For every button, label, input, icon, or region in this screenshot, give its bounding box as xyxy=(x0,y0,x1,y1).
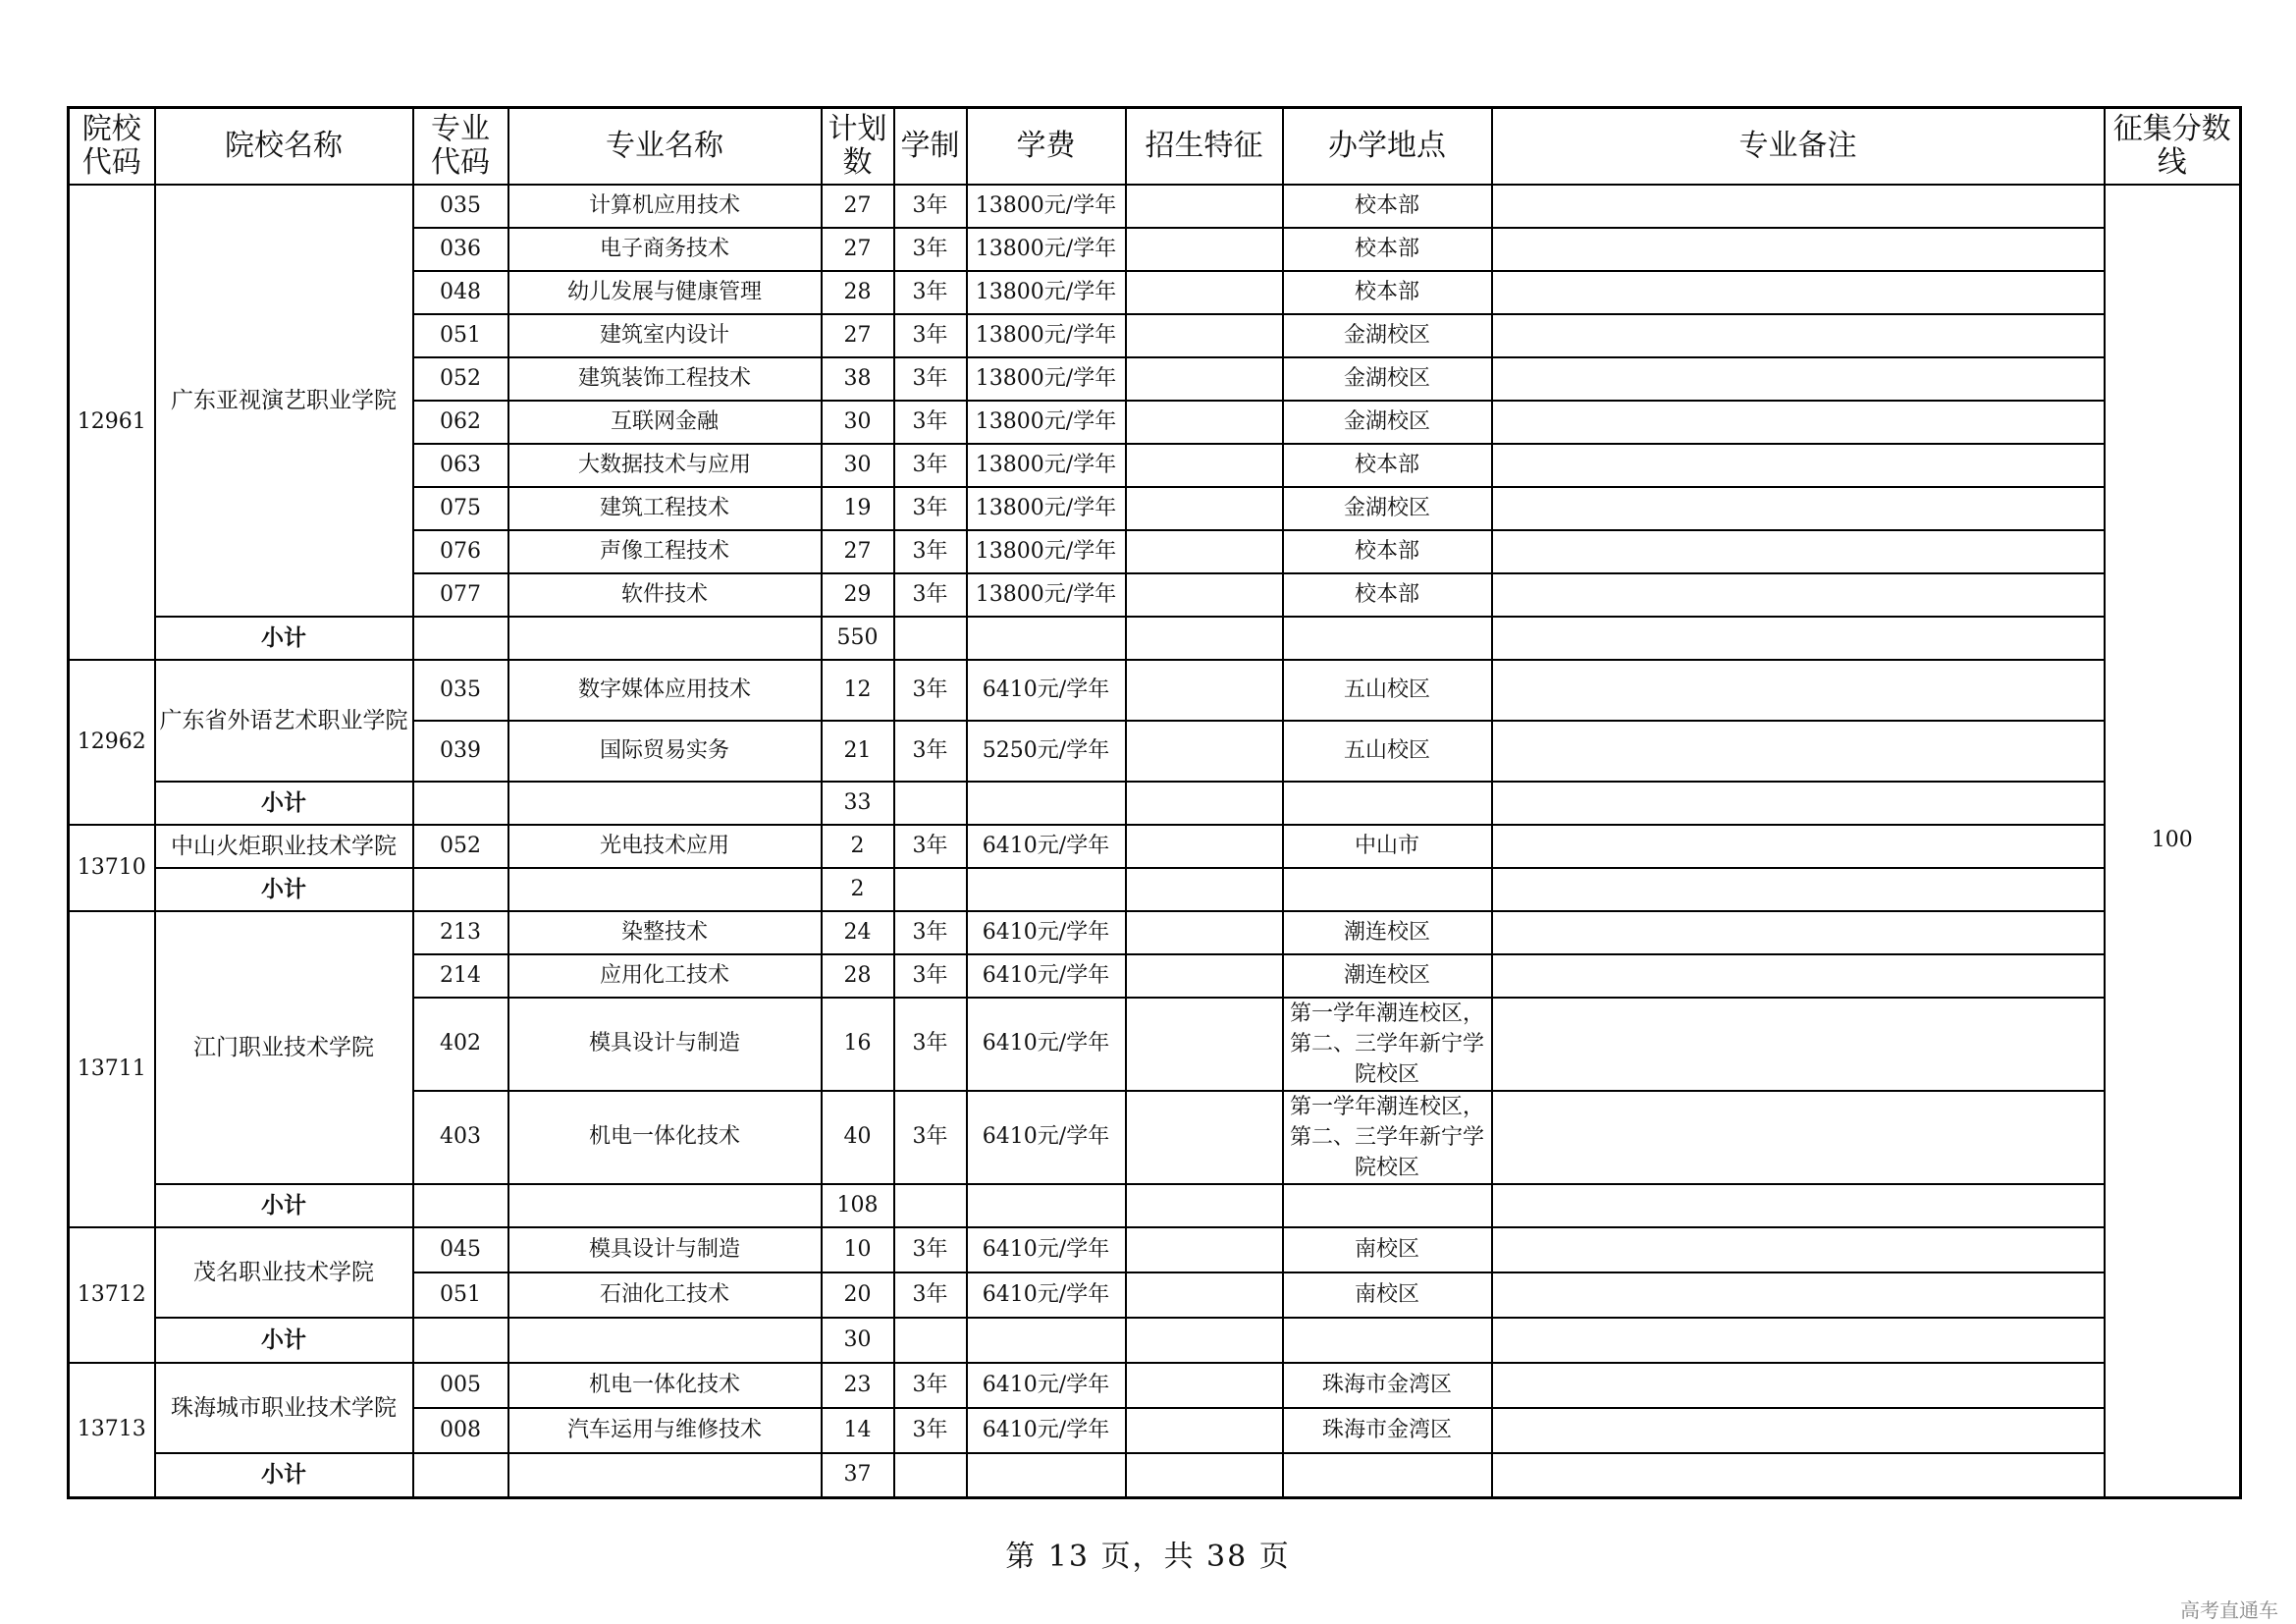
subtotal-major-name-cell xyxy=(508,1318,822,1363)
subtotal-plan-value: 33 xyxy=(822,782,894,825)
remarks-cell xyxy=(1492,444,2105,487)
plan-cell: 16 xyxy=(822,998,894,1091)
major-code-cell: 051 xyxy=(413,314,508,357)
subtotal-major-name-cell xyxy=(508,1184,822,1227)
subtotal-location-cell xyxy=(1283,782,1492,825)
subtotal-major-name-cell xyxy=(508,617,822,660)
tuition-cell: 13800元/学年 xyxy=(967,357,1126,401)
remarks-cell xyxy=(1492,825,2105,868)
tuition-cell: 6410元/学年 xyxy=(967,1091,1126,1184)
major-code-cell: 035 xyxy=(413,185,508,228)
remarks-cell xyxy=(1492,1272,2105,1318)
major-code-cell: 052 xyxy=(413,357,508,401)
duration-cell: 3年 xyxy=(894,1227,967,1272)
tuition-cell: 13800元/学年 xyxy=(967,573,1126,617)
remarks-cell xyxy=(1492,185,2105,228)
location-cell: 潮连校区 xyxy=(1283,911,1492,954)
major-code-cell: 051 xyxy=(413,1272,508,1318)
features-cell xyxy=(1126,314,1283,357)
school-name-cell: 江门职业技术学院 xyxy=(155,911,413,1184)
subtotal-duration-cell xyxy=(894,1453,967,1498)
location-cell: 校本部 xyxy=(1283,271,1492,314)
duration-cell: 3年 xyxy=(894,444,967,487)
school-code-cell: 13712 xyxy=(69,1227,155,1363)
duration-cell: 3年 xyxy=(894,487,967,530)
tuition-cell: 13800元/学年 xyxy=(967,487,1126,530)
subtotal-label: 小计 xyxy=(155,1184,413,1227)
school-name-cell: 广东亚视演艺职业学院 xyxy=(155,185,413,617)
subtotal-major-name-cell xyxy=(508,868,822,911)
table-row xyxy=(69,660,2241,721)
major-name-cell: 建筑工程技术 xyxy=(508,487,822,530)
plan-cell: 14 xyxy=(822,1408,894,1453)
features-cell xyxy=(1126,444,1283,487)
tuition-cell: 6410元/学年 xyxy=(967,1363,1126,1408)
admission-table xyxy=(67,106,2242,1499)
remarks-cell xyxy=(1492,1227,2105,1272)
subtotal-remarks-cell xyxy=(1492,1453,2105,1498)
plan-cell: 24 xyxy=(822,911,894,954)
location-cell: 校本部 xyxy=(1283,228,1492,271)
major-code-cell: 052 xyxy=(413,825,508,868)
features-cell xyxy=(1126,487,1283,530)
tuition-cell: 6410元/学年 xyxy=(967,660,1126,721)
table-row xyxy=(69,911,2241,954)
major-name-cell: 幼儿发展与健康管理 xyxy=(508,271,822,314)
features-cell xyxy=(1126,954,1283,998)
tuition-cell: 13800元/学年 xyxy=(967,271,1126,314)
features-cell xyxy=(1126,825,1283,868)
table-row xyxy=(69,1363,2241,1408)
remarks-cell xyxy=(1492,954,2105,998)
location-cell: 第一学年潮连校区，第二、三学年新宁学院校区 xyxy=(1283,1091,1492,1184)
subtotal-location-cell xyxy=(1283,1184,1492,1227)
header-location: 办学地点 xyxy=(1283,108,1492,185)
major-name-cell: 建筑室内设计 xyxy=(508,314,822,357)
duration-cell: 3年 xyxy=(894,660,967,721)
location-cell: 南校区 xyxy=(1283,1272,1492,1318)
features-cell xyxy=(1126,1272,1283,1318)
header-remarks: 专业备注 xyxy=(1492,108,2105,185)
subtotal-plan-value: 30 xyxy=(822,1318,894,1363)
subtotal-row xyxy=(69,1453,2241,1498)
header-major-code: 专业代码 xyxy=(413,108,508,185)
subtotal-tuition-cell xyxy=(967,617,1126,660)
plan-cell: 21 xyxy=(822,721,894,782)
subtotal-major-code-cell xyxy=(413,1318,508,1363)
major-name-cell: 建筑装饰工程技术 xyxy=(508,357,822,401)
major-name-cell: 声像工程技术 xyxy=(508,530,822,573)
major-name-cell: 电子商务技术 xyxy=(508,228,822,271)
plan-cell: 28 xyxy=(822,954,894,998)
duration-cell: 3年 xyxy=(894,825,967,868)
plan-cell: 19 xyxy=(822,487,894,530)
duration-cell: 3年 xyxy=(894,1091,967,1184)
admission-table-wrapper xyxy=(67,106,2239,1499)
features-cell xyxy=(1126,185,1283,228)
subtotal-label: 小计 xyxy=(155,782,413,825)
major-code-cell: 063 xyxy=(413,444,508,487)
subtotal-features-cell xyxy=(1126,1318,1283,1363)
remarks-cell xyxy=(1492,530,2105,573)
subtotal-tuition-cell xyxy=(967,1184,1126,1227)
plan-cell: 12 xyxy=(822,660,894,721)
features-cell xyxy=(1126,1363,1283,1408)
duration-cell: 3年 xyxy=(894,1363,967,1408)
table-row xyxy=(69,825,2241,868)
header-tuition: 学费 xyxy=(967,108,1126,185)
duration-cell: 3年 xyxy=(894,401,967,444)
duration-cell: 3年 xyxy=(894,228,967,271)
header-features: 招生特征 xyxy=(1126,108,1283,185)
location-cell: 校本部 xyxy=(1283,185,1492,228)
subtotal-major-code-cell xyxy=(413,1184,508,1227)
tuition-cell: 6410元/学年 xyxy=(967,954,1126,998)
location-cell: 第一学年潮连校区，第二、三学年新宁学院校区 xyxy=(1283,998,1492,1091)
remarks-cell xyxy=(1492,401,2105,444)
tuition-cell: 5250元/学年 xyxy=(967,721,1126,782)
major-name-cell: 计算机应用技术 xyxy=(508,185,822,228)
major-code-cell: 036 xyxy=(413,228,508,271)
subtotal-label: 小计 xyxy=(155,1453,413,1498)
subtotal-location-cell xyxy=(1283,868,1492,911)
major-name-cell: 光电技术应用 xyxy=(508,825,822,868)
features-cell xyxy=(1126,357,1283,401)
subtotal-remarks-cell xyxy=(1492,782,2105,825)
subtotal-tuition-cell xyxy=(967,1318,1126,1363)
major-code-cell: 214 xyxy=(413,954,508,998)
features-cell xyxy=(1126,530,1283,573)
major-code-cell: 039 xyxy=(413,721,508,782)
table-row xyxy=(69,1227,2241,1272)
plan-cell: 10 xyxy=(822,1227,894,1272)
tuition-cell: 6410元/学年 xyxy=(967,911,1126,954)
plan-cell: 38 xyxy=(822,357,894,401)
location-cell: 中山市 xyxy=(1283,825,1492,868)
remarks-cell xyxy=(1492,1363,2105,1408)
header-school-name: 院校名称 xyxy=(155,108,413,185)
major-code-cell: 077 xyxy=(413,573,508,617)
remarks-cell xyxy=(1492,228,2105,271)
remarks-cell xyxy=(1492,1091,2105,1184)
subtotal-label: 小计 xyxy=(155,1318,413,1363)
major-code-cell: 213 xyxy=(413,911,508,954)
subtotal-features-cell xyxy=(1126,782,1283,825)
plan-cell: 40 xyxy=(822,1091,894,1184)
table-row xyxy=(69,185,2241,228)
subtotal-location-cell xyxy=(1283,617,1492,660)
features-cell xyxy=(1126,911,1283,954)
major-code-cell: 045 xyxy=(413,1227,508,1272)
remarks-cell xyxy=(1492,573,2105,617)
subtotal-major-code-cell xyxy=(413,1453,508,1498)
plan-cell: 27 xyxy=(822,530,894,573)
location-cell: 校本部 xyxy=(1283,444,1492,487)
header-duration: 学制 xyxy=(894,108,967,185)
plan-cell: 29 xyxy=(822,573,894,617)
duration-cell: 3年 xyxy=(894,185,967,228)
subtotal-tuition-cell xyxy=(967,782,1126,825)
major-name-cell: 软件技术 xyxy=(508,573,822,617)
plan-cell: 28 xyxy=(822,271,894,314)
duration-cell: 3年 xyxy=(894,530,967,573)
subtotal-remarks-cell xyxy=(1492,1184,2105,1227)
plan-cell: 23 xyxy=(822,1363,894,1408)
subtotal-major-code-cell xyxy=(413,782,508,825)
tuition-cell: 6410元/学年 xyxy=(967,998,1126,1091)
duration-cell: 3年 xyxy=(894,1272,967,1318)
subtotal-row xyxy=(69,617,2241,660)
subtotal-features-cell xyxy=(1126,1184,1283,1227)
subtotal-tuition-cell xyxy=(967,868,1126,911)
major-name-cell: 国际贸易实务 xyxy=(508,721,822,782)
major-code-cell: 402 xyxy=(413,998,508,1091)
major-code-cell: 035 xyxy=(413,660,508,721)
subtotal-row xyxy=(69,868,2241,911)
subtotal-duration-cell xyxy=(894,1318,967,1363)
school-code-cell: 13713 xyxy=(69,1363,155,1498)
duration-cell: 3年 xyxy=(894,721,967,782)
major-name-cell: 机电一体化技术 xyxy=(508,1363,822,1408)
tuition-cell: 6410元/学年 xyxy=(967,1227,1126,1272)
subtotal-remarks-cell xyxy=(1492,1318,2105,1363)
school-name-cell: 茂名职业技术学院 xyxy=(155,1227,413,1318)
plan-cell: 27 xyxy=(822,314,894,357)
remarks-cell xyxy=(1492,487,2105,530)
school-name-cell: 中山火炬职业技术学院 xyxy=(155,825,413,868)
subtotal-label: 小计 xyxy=(155,868,413,911)
subtotal-location-cell xyxy=(1283,1453,1492,1498)
school-code-cell: 13711 xyxy=(69,911,155,1227)
subtotal-plan-value: 550 xyxy=(822,617,894,660)
features-cell xyxy=(1126,271,1283,314)
location-cell: 潮连校区 xyxy=(1283,954,1492,998)
subtotal-features-cell xyxy=(1126,868,1283,911)
subtotal-major-code-cell xyxy=(413,617,508,660)
remarks-cell xyxy=(1492,911,2105,954)
major-name-cell: 模具设计与制造 xyxy=(508,998,822,1091)
plan-cell: 27 xyxy=(822,228,894,271)
tuition-cell: 13800元/学年 xyxy=(967,185,1126,228)
school-code-cell: 13710 xyxy=(69,825,155,911)
location-cell: 珠海市金湾区 xyxy=(1283,1363,1492,1408)
duration-cell: 3年 xyxy=(894,1408,967,1453)
tuition-cell: 13800元/学年 xyxy=(967,314,1126,357)
remarks-cell xyxy=(1492,660,2105,721)
major-code-cell: 008 xyxy=(413,1408,508,1453)
remarks-cell xyxy=(1492,314,2105,357)
header-cutoff: 征集分数线 xyxy=(2105,108,2241,185)
subtotal-row xyxy=(69,1184,2241,1227)
tuition-cell: 6410元/学年 xyxy=(967,1408,1126,1453)
subtotal-plan-value: 37 xyxy=(822,1453,894,1498)
duration-cell: 3年 xyxy=(894,954,967,998)
major-name-cell: 染整技术 xyxy=(508,911,822,954)
duration-cell: 3年 xyxy=(894,573,967,617)
major-name-cell: 机电一体化技术 xyxy=(508,1091,822,1184)
major-name-cell: 数字媒体应用技术 xyxy=(508,660,822,721)
tuition-cell: 13800元/学年 xyxy=(967,530,1126,573)
remarks-cell xyxy=(1492,998,2105,1091)
subtotal-major-code-cell xyxy=(413,868,508,911)
tuition-cell: 6410元/学年 xyxy=(967,825,1126,868)
major-name-cell: 应用化工技术 xyxy=(508,954,822,998)
features-cell xyxy=(1126,1091,1283,1184)
features-cell xyxy=(1126,1227,1283,1272)
major-name-cell: 汽车运用与维修技术 xyxy=(508,1408,822,1453)
plan-cell: 2 xyxy=(822,825,894,868)
subtotal-row xyxy=(69,1318,2241,1363)
school-name-cell: 广东省外语艺术职业学院 xyxy=(155,660,413,782)
subtotal-duration-cell xyxy=(894,1184,967,1227)
major-name-cell: 模具设计与制造 xyxy=(508,1227,822,1272)
subtotal-plan-value: 2 xyxy=(822,868,894,911)
subtotal-row xyxy=(69,782,2241,825)
cutoff-cell: 100 xyxy=(2105,185,2241,1498)
features-cell xyxy=(1126,660,1283,721)
major-code-cell: 075 xyxy=(413,487,508,530)
subtotal-plan-value: 108 xyxy=(822,1184,894,1227)
location-cell: 南校区 xyxy=(1283,1227,1492,1272)
remarks-cell xyxy=(1492,271,2105,314)
subtotal-major-name-cell xyxy=(508,1453,822,1498)
table-body xyxy=(69,185,2241,1498)
major-name-cell: 石油化工技术 xyxy=(508,1272,822,1318)
duration-cell: 3年 xyxy=(894,314,967,357)
major-code-cell: 403 xyxy=(413,1091,508,1184)
major-name-cell: 大数据技术与应用 xyxy=(508,444,822,487)
header-major-name: 专业名称 xyxy=(508,108,822,185)
subtotal-duration-cell xyxy=(894,617,967,660)
watermark-text: 高考直通车 xyxy=(2180,1598,2278,1622)
subtotal-remarks-cell xyxy=(1492,617,2105,660)
subtotal-major-name-cell xyxy=(508,782,822,825)
features-cell xyxy=(1126,721,1283,782)
tuition-cell: 6410元/学年 xyxy=(967,1272,1126,1318)
location-cell: 校本部 xyxy=(1283,573,1492,617)
school-code-cell: 12961 xyxy=(69,185,155,660)
subtotal-label: 小计 xyxy=(155,617,413,660)
remarks-cell xyxy=(1492,357,2105,401)
duration-cell: 3年 xyxy=(894,911,967,954)
duration-cell: 3年 xyxy=(894,357,967,401)
features-cell xyxy=(1126,573,1283,617)
major-code-cell: 005 xyxy=(413,1363,508,1408)
location-cell: 金湖校区 xyxy=(1283,314,1492,357)
duration-cell: 3年 xyxy=(894,998,967,1091)
tuition-cell: 13800元/学年 xyxy=(967,401,1126,444)
location-cell: 金湖校区 xyxy=(1283,357,1492,401)
major-code-cell: 076 xyxy=(413,530,508,573)
location-cell: 五山校区 xyxy=(1283,721,1492,782)
subtotal-remarks-cell xyxy=(1492,868,2105,911)
subtotal-duration-cell xyxy=(894,868,967,911)
location-cell: 金湖校区 xyxy=(1283,487,1492,530)
subtotal-features-cell xyxy=(1126,1453,1283,1498)
tuition-cell: 13800元/学年 xyxy=(967,444,1126,487)
remarks-cell xyxy=(1492,1408,2105,1453)
page-number: 第 13 页，共 38 页 xyxy=(1005,1540,1291,1574)
location-cell: 珠海市金湾区 xyxy=(1283,1408,1492,1453)
major-code-cell: 048 xyxy=(413,271,508,314)
header-plan: 计划数 xyxy=(822,108,894,185)
school-code-cell: 12962 xyxy=(69,660,155,825)
location-cell: 五山校区 xyxy=(1283,660,1492,721)
features-cell xyxy=(1126,228,1283,271)
plan-cell: 30 xyxy=(822,401,894,444)
features-cell xyxy=(1126,998,1283,1091)
location-cell: 金湖校区 xyxy=(1283,401,1492,444)
subtotal-duration-cell xyxy=(894,782,967,825)
features-cell xyxy=(1126,401,1283,444)
school-name-cell: 珠海城市职业技术学院 xyxy=(155,1363,413,1453)
header-row xyxy=(69,108,2241,185)
features-cell xyxy=(1126,1408,1283,1453)
major-code-cell: 062 xyxy=(413,401,508,444)
plan-cell: 20 xyxy=(822,1272,894,1318)
plan-cell: 30 xyxy=(822,444,894,487)
tuition-cell: 13800元/学年 xyxy=(967,228,1126,271)
location-cell: 校本部 xyxy=(1283,530,1492,573)
duration-cell: 3年 xyxy=(894,271,967,314)
major-name-cell: 互联网金融 xyxy=(508,401,822,444)
subtotal-tuition-cell xyxy=(967,1453,1126,1498)
header-school-code: 院校代码 xyxy=(69,108,155,185)
subtotal-location-cell xyxy=(1283,1318,1492,1363)
plan-cell: 27 xyxy=(822,185,894,228)
remarks-cell xyxy=(1492,721,2105,782)
subtotal-features-cell xyxy=(1126,617,1283,660)
